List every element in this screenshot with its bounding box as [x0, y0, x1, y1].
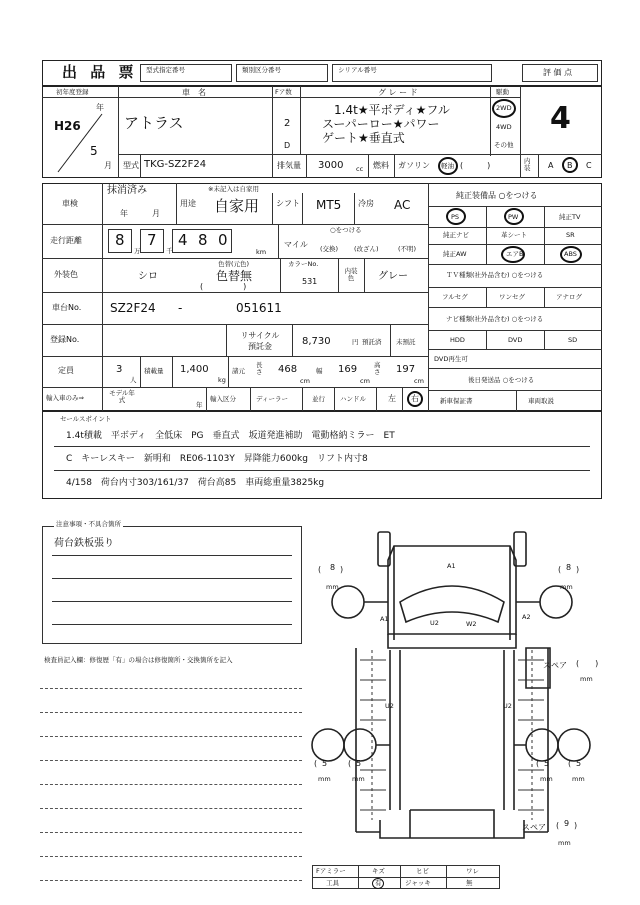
purpose-label: 用途 [180, 199, 196, 208]
recycle-deposited: 預託済 [362, 338, 382, 346]
vehicle-name: アトラス [124, 114, 184, 132]
first-reg-year: H26 [54, 119, 81, 133]
later-manual: 車両取説 [528, 397, 554, 405]
doors-value: 2 [284, 118, 291, 129]
tire-rl1-unit: mm [318, 775, 331, 783]
legend-value-4: 無 [466, 879, 473, 887]
tire-fr-unit: mm [560, 583, 573, 591]
tv-oneseg: ワンセグ [499, 293, 525, 301]
sales-line-2: C キーレスキー 新明和 RE06-1103Y 昇降能力600kg リフト内寸8 [66, 454, 368, 464]
purpose-value: 自家用 [214, 197, 260, 215]
tire-rl2-value: 5 [356, 759, 362, 768]
height-value: 197 [396, 364, 416, 375]
navi-header: ナビ種類(社外品含む) ○をつける [446, 315, 544, 323]
fuel-label: 燃料 [373, 161, 389, 170]
mileage-digit-5: 0 [218, 231, 228, 249]
spare-unit-2: mm [558, 839, 571, 847]
height-unit: cm [414, 377, 424, 385]
sales-points-label: セールスポイント [60, 415, 112, 423]
first-reg-month: 5 [90, 144, 98, 158]
vehicle-damage-diagram [300, 520, 600, 860]
recycle-unit: 円 [352, 338, 359, 346]
load-value: 1,400 [180, 364, 209, 375]
equipment-header: 純正装備品 ○をつける [456, 191, 538, 200]
mileage-digit-4: 8 [198, 231, 208, 249]
tire-fr-value: 8 [566, 563, 572, 572]
category-number-label: 類別区分番号 [242, 66, 281, 74]
navi-hdd: HDD [450, 336, 465, 344]
tv-fullseg: フルセグ [442, 293, 468, 301]
spare-2-bracket: ( [556, 821, 560, 830]
year-unit: 年 [96, 103, 104, 112]
drive-other: その他 [494, 141, 514, 149]
exterior-color: シロ [138, 271, 158, 282]
equip-pw: PW [508, 213, 519, 221]
legend-header-4: ワレ [466, 867, 479, 875]
first-reg-label: 初年度登録 [56, 88, 89, 96]
mileage-option-exchange: (交換) [320, 245, 339, 253]
length-unit: cm [300, 377, 310, 385]
tire-fl-bracket-close: ) [340, 565, 344, 574]
length-label: 長さ [256, 361, 263, 376]
mileage-digit-3: 4 [178, 231, 188, 249]
capacity-value: 3 [116, 364, 123, 375]
private-note: ※未記入は自家用 [208, 185, 259, 193]
serial-label: シリアル番号 [338, 66, 377, 74]
mileage-unit-man: 万 [134, 247, 141, 255]
door-suffix: D [284, 141, 291, 150]
inspector-label: 検査員記入欄：修復歴「有」の場合は修復箇所・交換箇所を記入 [44, 656, 233, 664]
tire-rr2-bracket: ( [568, 759, 572, 768]
tire-rr2-unit: mm [572, 775, 585, 783]
displacement-label: 排気量 [277, 161, 301, 170]
mileage-unit-sen: 千 [166, 247, 173, 255]
tire-rr1-bracket: ( [536, 759, 540, 768]
page-title: 出 品 票 [62, 63, 138, 81]
tire-fr-bracket: ( [558, 565, 562, 574]
interior-color-value: グレー [378, 271, 408, 282]
capacity-label: 定員 [58, 366, 74, 375]
spare-label-1: スペア [543, 661, 567, 670]
sales-line-3: 4/158 荷台内寸303/161/37 荷台高85 車両総重量3825kg [66, 478, 325, 488]
spare-label-2: スペア [522, 823, 546, 832]
tire-rl1-value: 5 [322, 759, 328, 768]
color-change-paren: ( ) [200, 282, 247, 291]
handle-left: 左 [388, 394, 396, 403]
shaken-date: 年 月 [120, 209, 160, 218]
load-label: 積載量 [144, 367, 164, 375]
legend-header-3: ヒビ [416, 867, 429, 875]
tire-fl-bracket: ( [318, 565, 322, 574]
tire-rl2-bracket: ( [348, 759, 352, 768]
equip-aw: 純正AW [443, 250, 467, 258]
chassis-label: 車台No. [52, 303, 82, 312]
diagram-label-a1-top: A1 [447, 562, 456, 570]
mileage-unit-km: km [256, 248, 267, 256]
color-change-label: 色替(元色) [218, 260, 250, 268]
width-label: 幅 [316, 367, 323, 375]
date-slash [52, 110, 112, 176]
spare-value-2: 9 [564, 819, 570, 828]
diagram-label-u2-mid: U2 [430, 619, 439, 627]
tire-rl1-bracket: ( [314, 759, 318, 768]
later-header: 後日発送品 ○をつける [468, 376, 535, 384]
width-value: 169 [338, 364, 358, 375]
mileage-option-mile: マイル [284, 240, 308, 249]
length-value: 468 [278, 364, 298, 375]
doors-label: Fア数 [275, 88, 292, 96]
model-year-unit: 年 [196, 401, 203, 409]
mileage-circle-note: ○をつける [330, 226, 362, 234]
tv-analog: アナログ [556, 293, 582, 301]
displacement-value: 3000 [318, 160, 344, 171]
mileage-digit-2: 7 [147, 231, 157, 249]
legend-value-2: 有 [375, 879, 382, 887]
navi-dvd: DVD [508, 336, 523, 344]
equip-navi: 純正ナビ [443, 231, 469, 239]
color-no-label: カラーNo. [288, 260, 319, 268]
tire-rr1-unit: mm [540, 775, 553, 783]
drive-label: 駆動 [496, 88, 509, 96]
sales-line-1: 1.4t積載 平ボディ 全低床 PG 垂直式 坂道発進補助 電動格納ミラー ET [66, 431, 395, 441]
grade-line-2: スーパーロー★パワー [322, 117, 440, 131]
tire-fr-bracket-close: ) [576, 565, 580, 574]
diagram-label-w2: W2 [466, 620, 477, 628]
later-warranty: 新車保証書 [440, 397, 473, 405]
mileage-digit-1: 8 [115, 231, 125, 249]
legend-header-1: Fアミラー [316, 867, 346, 875]
recycle-amount: 8,730 [302, 336, 331, 347]
mileage-label: 走行距離 [50, 236, 82, 245]
fuel-alt: 軽油 [441, 162, 454, 170]
diagram-label-a1-left: A1 [380, 615, 389, 623]
shift-value: MT5 [316, 198, 342, 212]
legend-value-1: 工具 [326, 879, 339, 887]
import-parallel: 並行 [312, 395, 325, 403]
diagram-label-u2-left: U2 [385, 702, 394, 710]
navi-sd: SD [568, 336, 578, 344]
load-unit: kg [218, 376, 226, 384]
fuel-paren: ( ) [460, 161, 491, 170]
type-designation-label: 型式指定番号 [146, 66, 185, 74]
height-label: 高さ [374, 361, 381, 376]
reg-no-label: 登録No. [50, 335, 80, 344]
drive-4wd: 4WD [496, 123, 512, 131]
legend-value-3: ジャッキ [405, 879, 431, 887]
dims-label: 諸元 [232, 367, 245, 375]
capacity-unit: 人 [130, 376, 137, 384]
diagram-label-a2: A2 [522, 613, 531, 621]
shaken-status: 抹消済み [107, 185, 147, 196]
displacement-unit: cc [356, 165, 364, 173]
equip-airbag: エアB [506, 250, 524, 258]
equip-tv: 純正TV [559, 213, 581, 221]
shaken-label: 車検 [62, 199, 78, 208]
interior-grade-b: B [567, 161, 573, 170]
width-unit: cm [360, 377, 370, 385]
notes-label: 注意事項・不具合箇所 [56, 520, 121, 528]
equip-sr: SR [566, 231, 575, 239]
interior-grade-c: C [586, 161, 592, 170]
mileage-option-unknown: (不明) [398, 245, 417, 253]
model-label: 型式 [123, 161, 139, 170]
legend-header-2: キズ [372, 867, 385, 875]
tire-fl-value: 8 [330, 563, 336, 572]
grade-label: グ レ ー ド [378, 88, 418, 97]
tire-rr2-value: 5 [576, 759, 582, 768]
spare-value-1: ( ) [576, 659, 599, 668]
notes-line-1: 荷台鉄板張り [54, 538, 114, 549]
import-class-label: 輸入区分 [210, 395, 236, 403]
dvd-label: DVD再生可 [434, 355, 468, 363]
month-unit: 月 [104, 161, 112, 170]
ac-label: 冷房 [358, 199, 374, 208]
interior-grade-a: A [548, 161, 554, 170]
name-label: 車 名 [182, 88, 206, 97]
fuel-value: ガソリン [398, 161, 430, 170]
spare-unit-1: mm [580, 675, 593, 683]
tire-rl2-unit: mm [352, 775, 365, 783]
chassis-dash: - [178, 301, 183, 315]
tire-fl-unit: mm [326, 583, 339, 591]
diagram-label-u2-right: U2 [503, 702, 512, 710]
handle-right: 右 [411, 394, 419, 403]
handle-label: ハンドル [340, 395, 366, 403]
recycle-label: リサイクル預託金 [240, 331, 280, 351]
mileage-option-tamper: (改ざん) [354, 245, 379, 253]
color-change-value: 色替無 [216, 269, 253, 283]
score-value: 4 [550, 101, 571, 136]
color-no-value: 531 [302, 277, 318, 286]
model-value: TKG-SZ2F24 [144, 159, 207, 170]
equip-abs: ABS [564, 250, 577, 258]
model-year-label: モデル年式 [109, 389, 135, 404]
equip-ps: PS [451, 213, 460, 221]
grade-line-3: ゲート★垂直式 [322, 131, 405, 145]
tire-rr1-value: 5 [544, 759, 550, 768]
drive-2wd: 2WD [496, 104, 512, 112]
exterior-label: 外装色 [54, 270, 78, 279]
equip-leather: 革シート [501, 231, 527, 239]
shift-label: シフト [276, 199, 300, 208]
import-dealer: ディーラー [256, 395, 288, 403]
tv-header: ＴＶ種類(社外品含む) ○をつける [446, 271, 544, 279]
ac-value: AC [394, 198, 411, 212]
spare-2-bracket-close: ) [574, 821, 578, 830]
chassis-number: 051611 [236, 301, 282, 315]
recycle-not-deposited: 未預託 [396, 338, 416, 346]
interior-color-label: 内装色 [344, 267, 358, 282]
score-label: 評 価 点 [543, 68, 573, 77]
chassis-prefix: SZ2F24 [110, 301, 156, 315]
interior-grade-label: 内装 [524, 157, 531, 172]
grade-line-1: 1.4t★平ボディ★フル [334, 103, 450, 117]
import-label: 輸入車のみ⇒ [46, 394, 84, 402]
